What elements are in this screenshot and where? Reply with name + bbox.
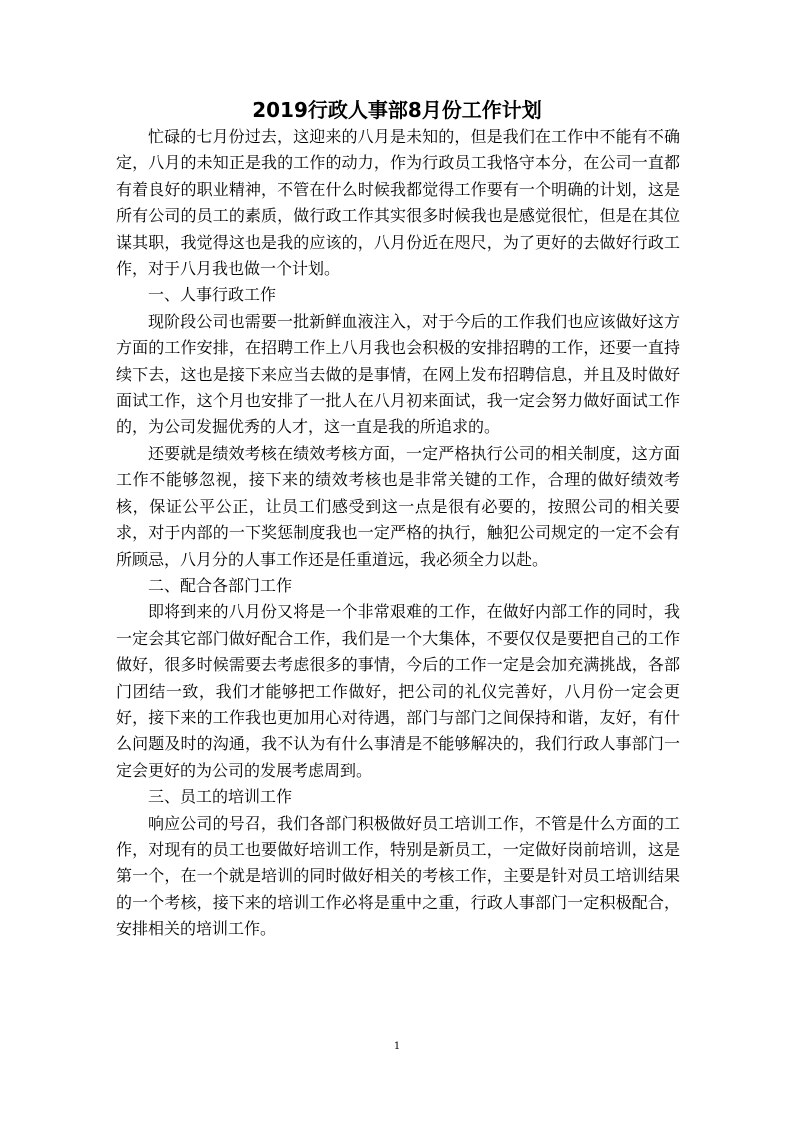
- section-heading-personnel-admin: 一、人事行政工作: [148, 285, 277, 305]
- section-heading-department-cooperation: 二、配合各部门工作: [148, 575, 293, 595]
- performance-paragraph: 还要就是绩效考核在绩效考核方面，一定严格执行公司的相关制度，这方面工作不能够忽视，接下来的绩效考核也是非常关键的工作，合理的做好绩效考核，保证公平公正，让员工们感受到这一点是很有必要的，按照公司的相关要求，对于内部的一下奖惩制度我也一定严格的执行，触犯公司规定的一定不会有所顾忌，八月分的人事工作还是任重道远，我必须全力以赴。: [116, 443, 680, 569]
- training-paragraph: 响应公司的号召，我们各部门积极做好员工培训工作，不管是什么方面的工作，对现有的员工也要做好培训工作，特别是新员工，一定做好岗前培训，这是第一个，在一个就是培训的同时做好相关的考核工作，主要是针对员工培训结果的一个考核，接下来的培训工作必将是重中之重，行政人事部门一定积极配合，安排相关的培训工作。: [116, 813, 680, 939]
- intro-paragraph: 忙碌的七月份过去，这迎来的八月是未知的，但是我们在工作中不能有不确定，八月的未知正是我的工作的动力，作为行政员工我恪守本分，在公司一直都有着良好的职业精神，不管在什么时候我都觉得工作要有一个明确的计划，这是所有公司的员工的素质，做行政工作其实很多时候我也是感觉很忙，但是在其位谋其职，我觉得这也是我的应该的，八月份近在咫尺，为了更好的去做好行政工作，对于八月我也做一个计划。: [116, 127, 680, 279]
- document-title: 2019行政人事部8月份工作计划: [252, 98, 542, 122]
- recruitment-paragraph: 现阶段公司也需要一批新鲜血液注入，对于今后的工作我们也应该做好这方方面的工作安排，在招聘工作上八月我也会积极的安排招聘的工作，还要一直持续下去，这也是接下来应当去做的是事情，在网上发布招聘信息，并且及时做好面试工作，这个月也安排了一批人在八月初来面试，我一定会努力做好面试工作的，为公司发掘优秀的人才，这一直是我的所追求的。: [116, 311, 680, 437]
- page-number: 1: [393, 1041, 401, 1052]
- document-body: [116, 124, 680, 943]
- cooperation-paragraph: 即将到来的八月份又将是一个非常艰难的工作，在做好内部工作的同时，我一定会其它部门做好配合工作，我们是一个大集体，不要仅仅是要把自己的工作做好，很多时候需要去考虑很多的事情，今后的工作一定是会加充满挑战，各部门团结一致，我们才能够把工作做好，把公司的礼仪完善好，八月份一定会更好，接下来的工作我也更加用心对待遇，部门与部门之间保持和谐，友好，有什么问题及时的沟通，我不认为有什么事清是不能够解决的，我们行政人事部门一定会更好的为公司的发展考虑周到。: [116, 602, 680, 780]
- section-heading-employee-training: 三、员工的培训工作: [148, 787, 293, 807]
